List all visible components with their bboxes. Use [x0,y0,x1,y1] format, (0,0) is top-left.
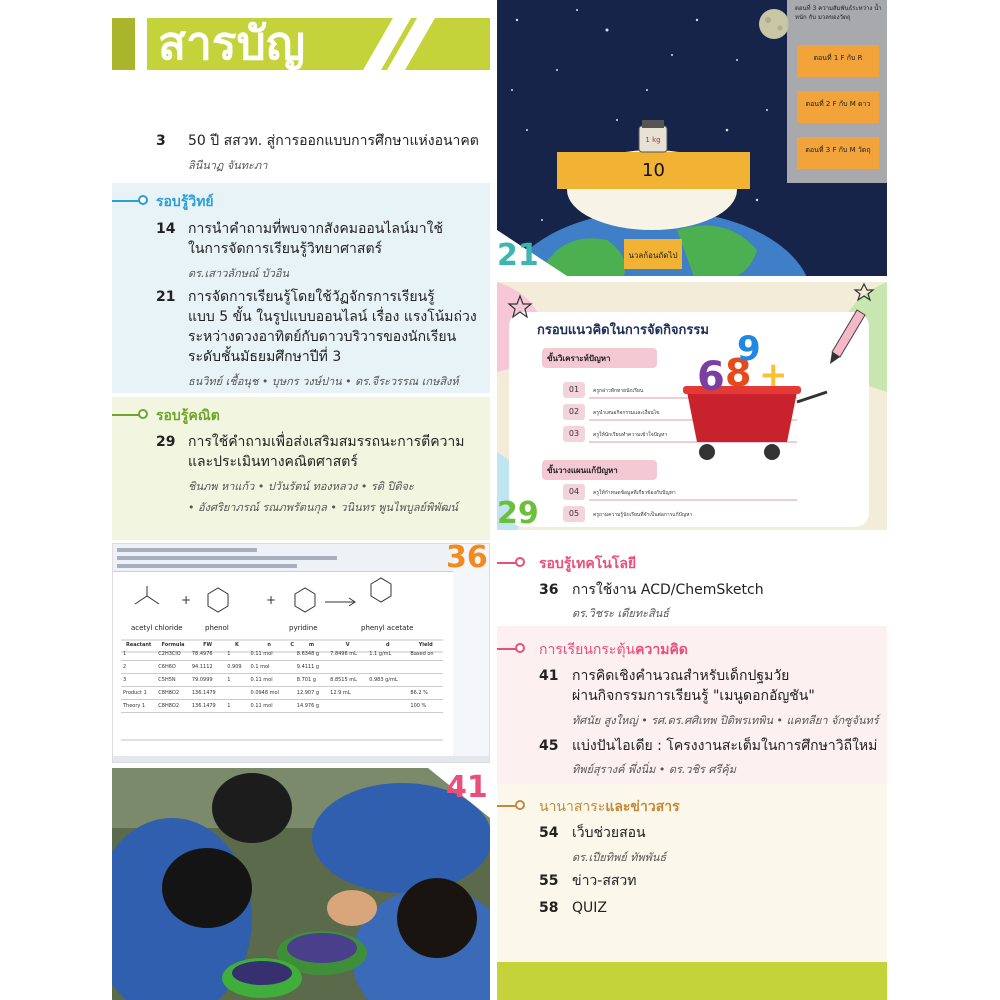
toc-item-title[interactable]: การนำคำถามที่พบจากสังคมออนไลน์มาใช้ [188,221,443,237]
table-cell: Based on [408,648,443,661]
picture-page-number: 36 [446,540,488,575]
section-heading-news [539,796,680,818]
row-text: ครูถามความรู้นักเรียนที่จำเป็นต่อการแก้ปัญหา [593,512,693,518]
toc-item-author: ลินีนาฏ จันทะภา [188,159,268,172]
table-cell: 0.0948 mol [249,687,290,700]
toc-item-title-cont[interactable]: ในการจัดการเรียนรู้วิทยาศาสตร์ [188,241,383,257]
scale-reading: 10 [642,160,665,181]
toc-item-author: ธนวิทย์ เชื้อนุช • บุษกร วงษ์ปาน • ดร.จีระวรรณ เกษสิงห์ [188,375,459,388]
section-heading-math: รอบรู้คณิต [156,408,220,424]
toc-page-number: 54 [539,825,559,841]
table-cell: C8H8O2 [156,700,190,713]
table-cell: 86.2 % [408,687,443,700]
stoichiometry-table [121,642,443,713]
table-cell [408,674,443,687]
toc-page-number: 21 [156,289,176,305]
table-cell: C2H3ClO [156,648,190,661]
toc-page-number: 41 [539,668,559,684]
table-cell: C5H5N [156,674,190,687]
table-cell [328,661,367,674]
toc-item-title-cont[interactable]: ระดับชั้นมัธยมศึกษาปีที่ 3 [188,349,342,365]
heading-part: และข่าวสาร [605,799,680,815]
title-stripe [112,18,136,70]
section-heading-tech: รอบรู้เทคโนโลยี [539,556,637,572]
compound-label: pyridine [289,624,318,632]
table-cell: C8H8O2 [156,687,190,700]
page-title: สารบัญ [158,16,306,70]
row-number: 03 [568,429,580,438]
table-cell [225,687,248,700]
toc-item-title[interactable]: ข่าว-สสวท [572,873,637,889]
table-cell: 136.1479 [190,700,225,713]
compound-label: phenyl acetate [361,624,414,632]
toc-item-author: ดร.วิชระ เดียทะสินธ์ [572,607,669,620]
section-dot [515,557,525,567]
table-header: d [386,642,390,648]
toc-item-author: ดร.เปียทิพย์ ทัพพันธ์ [572,851,667,864]
table-cell: 136.1479 [190,687,225,700]
title-gap [135,18,147,70]
table-cell: 1.1 g/mL [367,648,408,661]
weight-label: 1 kg [645,136,661,144]
table-cell [367,700,408,713]
table-cell: 0.11 mol [249,674,290,687]
table-cell: 3 [121,674,156,687]
section-dot [515,800,525,810]
table-cell: Product 1 [121,687,156,700]
toc-page-number: 55 [539,873,559,889]
toc-item-title-cont[interactable]: ระหว่างดวงอาทิตย์กับดาวบริวารของนักเรียน [188,329,457,345]
heading-part: การเรียนกระตุ้น [539,642,636,658]
table-cell: 78.4976 [190,648,225,661]
table-header: V [345,642,350,648]
table-header: K [234,642,239,648]
table-row [121,700,443,713]
section-dot [138,409,148,419]
table-cell: 100 % [408,700,443,713]
toc-item-title-cont[interactable]: และประเมินทางคณิตศาสตร์ [188,454,358,470]
table-cell: 1 [225,674,248,687]
table-header: m [308,642,315,648]
table-cell: 0.1 mol [249,661,290,674]
toc-item-title[interactable]: แบ่งปันไอเดีย : โครงงานสะเต็มในการศึกษาวิถีใหม่ [572,738,878,754]
table-cell: 1 [225,700,248,713]
toc-item-title[interactable]: QUIZ [572,900,607,916]
svg-text:+: + [759,355,788,395]
compound-label: acetyl chloride [131,624,183,632]
table-cell: 12.907 g [295,687,328,700]
table-cell: 0.909 [225,661,248,674]
table-cell: 1 [121,648,156,661]
table-header: Formula [161,642,185,648]
row-number: 04 [568,487,580,496]
toc-page-number: 45 [539,738,559,754]
table-cell: 8.701 g [295,674,328,687]
table-row [121,648,443,661]
table-cell [367,687,408,700]
table-cell: 94.1112 [190,661,225,674]
toc-page-number: 29 [156,434,176,450]
table-body [121,648,443,713]
toc-item-author: ทิพย์สุรางค์ พึ่งนิ่ม • ดร.วชิร ศรีคุ้ม [572,763,736,776]
chemsketch-screenshot [112,543,490,763]
svg-text:9: 9 [737,329,761,369]
toc-item-title[interactable]: เว็บช่วยสอน [572,825,646,841]
toc-item-title[interactable]: การใช้คำถามเพื่อส่งเสริมสมรรถนะการตีความ [188,434,465,450]
panel-button: ตอนที่ 3 F กับ M วัตถุ [805,146,871,154]
framework-step: ขั้นวางแผนแก้ปัญหา [547,466,618,475]
section-heading-science: รอบรู้วิทย์ [156,194,214,210]
framework-title: กรอบแนวคิดในการจัดกิจกรรม [537,323,709,338]
activity-framework-image [497,282,887,530]
section-heading-thinking [539,639,688,661]
toc-item-author: • อังศริยาภรณ์ รณภพรัตนกุล • วนินทร พูนไพบูลย์พิพัฒน์ [188,501,458,514]
svg-text:+: + [181,593,192,607]
section-dot [138,195,148,205]
row-number: 05 [568,509,580,518]
table-cell: 2 [121,661,156,674]
picture-page-number: 29 [497,496,539,531]
picture-page-number: 41 [446,770,488,805]
table-cell: 14.976 g [295,700,328,713]
bottom-accent-bar [497,962,887,1000]
compound-label: phenol [205,624,229,632]
heading-part: ความคิด [635,642,688,658]
row-text: ครูกล่าวทักทายนักเรียน [593,388,644,394]
row-number: 02 [568,407,580,416]
toc-item-title[interactable]: การจัดการเรียนรู้โดยใช้วัฏจักรการเรียนรู้ [188,289,435,305]
toc-item-title-cont[interactable]: ผ่านกิจกรรมการเรียนรู้ "เมนูดอกอัญชัน" [572,688,815,704]
panel-button: ตอนที่ 2 F กับ M ดาว [805,100,871,108]
toc-page-number: 36 [539,582,559,598]
toc-item-title[interactable]: การคิดเชิงคำนวณสำหรับเด็กปฐมวัย [572,668,790,684]
section-dot [515,643,525,653]
table-cell [408,661,443,674]
table-cell: C6H6O [156,661,190,674]
table-row [121,674,443,687]
status-bar [113,756,490,763]
svg-text:6: 6 [697,354,725,400]
table-cell: 9.4111 g [295,661,328,674]
toc-item-author: ชินภพ หาแก้ว • ปวันรัตน์ ทองหลวง • รติ ปิติจะ [188,480,414,493]
table-cell [367,661,408,674]
toc-item-title-cont[interactable]: แบบ 5 ขั้น ในรูปแบบออนไลน์ เรื่อง แรงโน้มถ่วง [188,309,477,325]
next-object-button: นวลก้อนถัดไป [628,251,678,260]
table-cell: 79.0999 [190,674,225,687]
row-text: ครูให้กำหนดข้อมูลที่เกี่ยวข้องกับปัญหา [593,490,676,496]
toc-item-title[interactable]: การใช้งาน ACD/ChemSketch [572,582,764,598]
row-text: ครูนำเสนอกิจกรรมและเงื่อนไข [593,410,660,416]
table-header: n [267,642,271,648]
toc-item-author: ทัศนัย สูงใหญ่ • รศ.ดร.ศศิเทพ ปิติพรเทพิน • แคทลียา จักซูจันทร์ [572,714,879,727]
table-cell: 0.11 mol [249,648,290,661]
panel-title: ตอนที่ 3 ความสัมพันธ์ระหว่าง น้ำหนัก กับ มวลของวัตถุ [795,5,882,21]
toc-item-author: ดร.เสาวลักษณ์ บัวอิน [188,267,290,280]
framework-step: ขั้นวิเคราะห์ปัญหา [547,354,611,363]
table-header: FW [203,642,213,648]
row-text: ครูให้นักเรียนทำความเข้าใจปัญหา [593,432,668,438]
table-cell [328,700,367,713]
table-cell: 0.11 mol [249,700,290,713]
toc-page-number: 14 [156,221,176,237]
heading-part: นานาสาระ [539,799,606,815]
table-cell: 8.6348 g [295,648,328,661]
table-cell: 1 [225,648,248,661]
row-number: 01 [568,385,580,394]
table-cell: 8.8515 mL [328,674,367,687]
table-cell: 0.983 g/mL [367,674,408,687]
picture-page-number: 21 [497,238,539,273]
table-header: C [290,642,295,648]
table-cell: 12.9 mL [328,687,367,700]
table-cell: 7.8496 mL [328,648,367,661]
table-row [121,661,443,674]
svg-text:+: + [266,593,277,607]
panel-button: ตอนที่ 1 F กับ R [813,54,863,62]
table-row [121,687,443,700]
table-header: Reactant [125,642,152,648]
table-header: Yield [418,642,433,648]
svg-text:8: 8 [725,351,752,395]
toc-page-number: 58 [539,900,559,916]
toc-page-number: 3 [156,133,166,149]
toc-item-title[interactable]: 50 ปี สสวท. สู่การออกแบบการศึกษาแห่งอนาคต [188,133,479,149]
table-cell: Theory 1 [121,700,156,713]
